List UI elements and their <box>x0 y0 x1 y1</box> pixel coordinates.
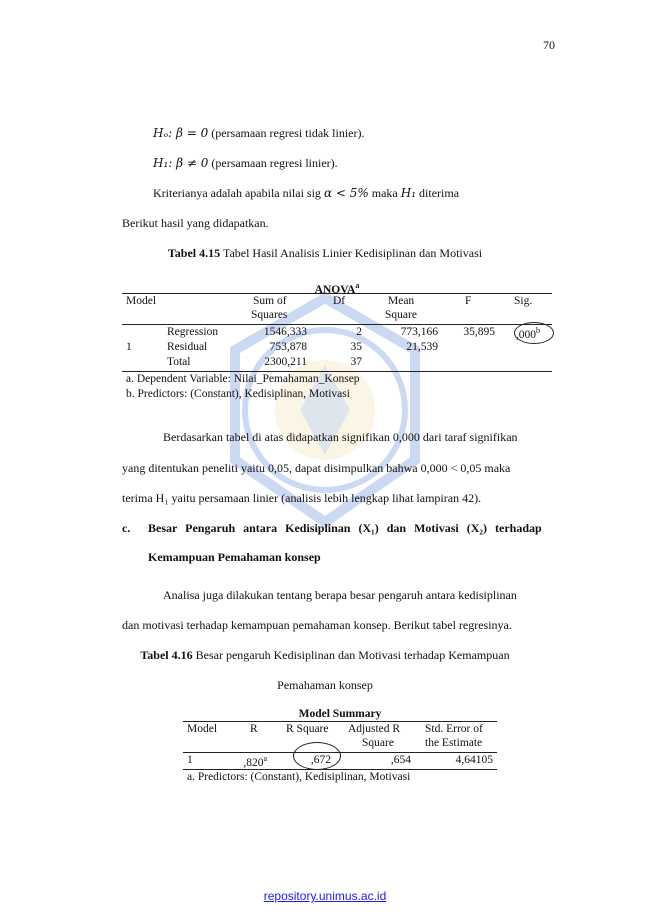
header-std-error-2: the Estimate <box>425 737 483 749</box>
row-residual-df: 35 <box>350 341 362 353</box>
criteria-math: α < 5% <box>323 186 369 200</box>
table-4-15-caption <box>0 246 650 261</box>
h1-math: H₁: β ≠ 0 <box>153 156 209 170</box>
caption-text: Tabel Hasil Analisis Linier Kedisiplinan dan Motivasi <box>222 246 483 260</box>
model-summary-header <box>183 722 497 752</box>
table-4-16-caption-line-2: Pemahaman konsep <box>277 678 373 692</box>
model-summary-note: a. Predictors: (Constant), Kedisiplinan, Motivasi <box>187 771 411 783</box>
anova-header <box>122 294 552 324</box>
header-model: Model <box>126 295 157 307</box>
anova-model-number: 1 <box>126 341 132 353</box>
header-mean-sq-2: Square <box>385 309 417 321</box>
header-adjusted-r-2: Square <box>362 737 394 749</box>
row-residual-label: Residual <box>167 341 208 353</box>
h0-text: (persamaan regresi tidak linier). <box>211 126 365 140</box>
row-regression-f: 35,895 <box>463 326 495 338</box>
hypothesis-h0 <box>153 126 364 141</box>
section-c-heading-line-1: Besar Pengaruh antara Kedisiplinan (X₁) dan Motivasi (X₂) terhadap <box>148 521 542 535</box>
model-summary-table <box>183 707 497 785</box>
row-total-sum-sq: 2300,211 <box>264 356 307 368</box>
table-4-16-caption <box>0 648 650 663</box>
repository-link[interactable]: repository.unimus.ac.id <box>263 889 387 903</box>
header-sig: Sig. <box>514 295 533 307</box>
row-residual-mean-sq: 21,539 <box>406 341 438 353</box>
paragraph-1-line-1: Berdasarkan tabel di atas didapatkan signifikan 0,000 dari taraf signifikan <box>163 430 518 444</box>
row-total-df: 37 <box>350 356 362 368</box>
paragraph-1-line-2: yang ditentukan peneliti yaitu 0,05, dapat disimpulkan bahwa 0,000 < 0,05 maka <box>122 461 511 475</box>
caption-text: Besar pengaruh Kedisiplinan dan Motivasi terhadap Kemampuan <box>195 648 510 662</box>
row-adjusted-r-square: ,654 <box>390 754 411 766</box>
header-r-square: R Square <box>286 723 329 735</box>
header-std-error: Std. Error of <box>425 723 483 735</box>
model-summary-row <box>183 753 497 769</box>
criteria-math2: H₁ <box>400 186 417 200</box>
h0-math: Hₒ: β = 0 <box>153 126 209 140</box>
intro-line: Berikut hasil yang didapatkan. <box>122 216 269 230</box>
row-total-label: Total <box>167 356 191 368</box>
criteria-prefix: Kriterianya adalah apabila nilai sig <box>153 186 321 200</box>
row-model: 1 <box>187 754 193 766</box>
header-df: Df <box>333 295 346 307</box>
header-model: Model <box>187 723 218 735</box>
caption-label: Tabel 4.15 <box>167 246 221 260</box>
paragraph-1-line-3: terima H₁ yaitu persamaan linier (analisis lebih lengkap lihat lampiran 42). <box>122 491 482 505</box>
page-number: 70 <box>543 38 555 52</box>
section-c-marker: c. <box>122 521 131 535</box>
caption-label: Tabel 4.16 <box>140 648 193 662</box>
header-sum-sq: Sum of <box>253 295 287 307</box>
sig-highlight-circle <box>514 322 554 344</box>
row-regression-label: Regression <box>167 326 219 338</box>
anova-table <box>122 279 552 402</box>
anova-note-b: b. Predictors: (Constant), Kedisiplinan, Motivasi <box>126 388 350 400</box>
row-regression-sig: ,000$^b$ <box>515 326 540 341</box>
header-adjusted-r: Adjusted R <box>348 723 401 735</box>
section-c-heading-line-2: Kemampuan Pemahaman konsep <box>148 550 321 564</box>
criteria-mid: maka <box>371 186 398 200</box>
h1-text: (persamaan regresi linier). <box>211 156 338 170</box>
paragraph-2-line-2: dan motivasi terhadap kemampuan pemahaman konsep. Berikut tabel regresinya. <box>122 618 512 632</box>
row-regression-sum-sq: 1546,333 <box>263 326 307 338</box>
header-r: R <box>250 723 258 735</box>
model-summary-title: Model Summary <box>298 708 382 720</box>
row-regression-mean-sq: 773,166 <box>400 326 438 338</box>
criteria-suffix: diterima <box>419 186 460 200</box>
header-mean-sq: Mean <box>388 295 415 307</box>
paragraph-2-line-1: Analisa juga dilakukan tentang berapa besar pengaruh antara kedisiplinan <box>163 588 517 602</box>
anova-title: ANOVA$^a$ <box>314 281 360 296</box>
row-std-error: 4,64105 <box>455 754 493 766</box>
header-f: F <box>465 295 472 307</box>
hypothesis-h1 <box>153 156 338 171</box>
row-residual-sum-sq: 753,878 <box>269 341 307 353</box>
r-square-highlight-circle <box>293 742 341 770</box>
anova-body <box>122 325 552 371</box>
row-regression-df: 2 <box>356 326 362 338</box>
row-r-square: ,672 <box>310 754 331 766</box>
header-sum-sq-2: Squares <box>251 309 288 321</box>
row-r: ,820$^a$ <box>243 754 267 769</box>
criteria-line <box>153 186 459 201</box>
anova-note-a: a. Dependent Variable: Nilai_Pemahaman_Konsep <box>126 373 360 385</box>
